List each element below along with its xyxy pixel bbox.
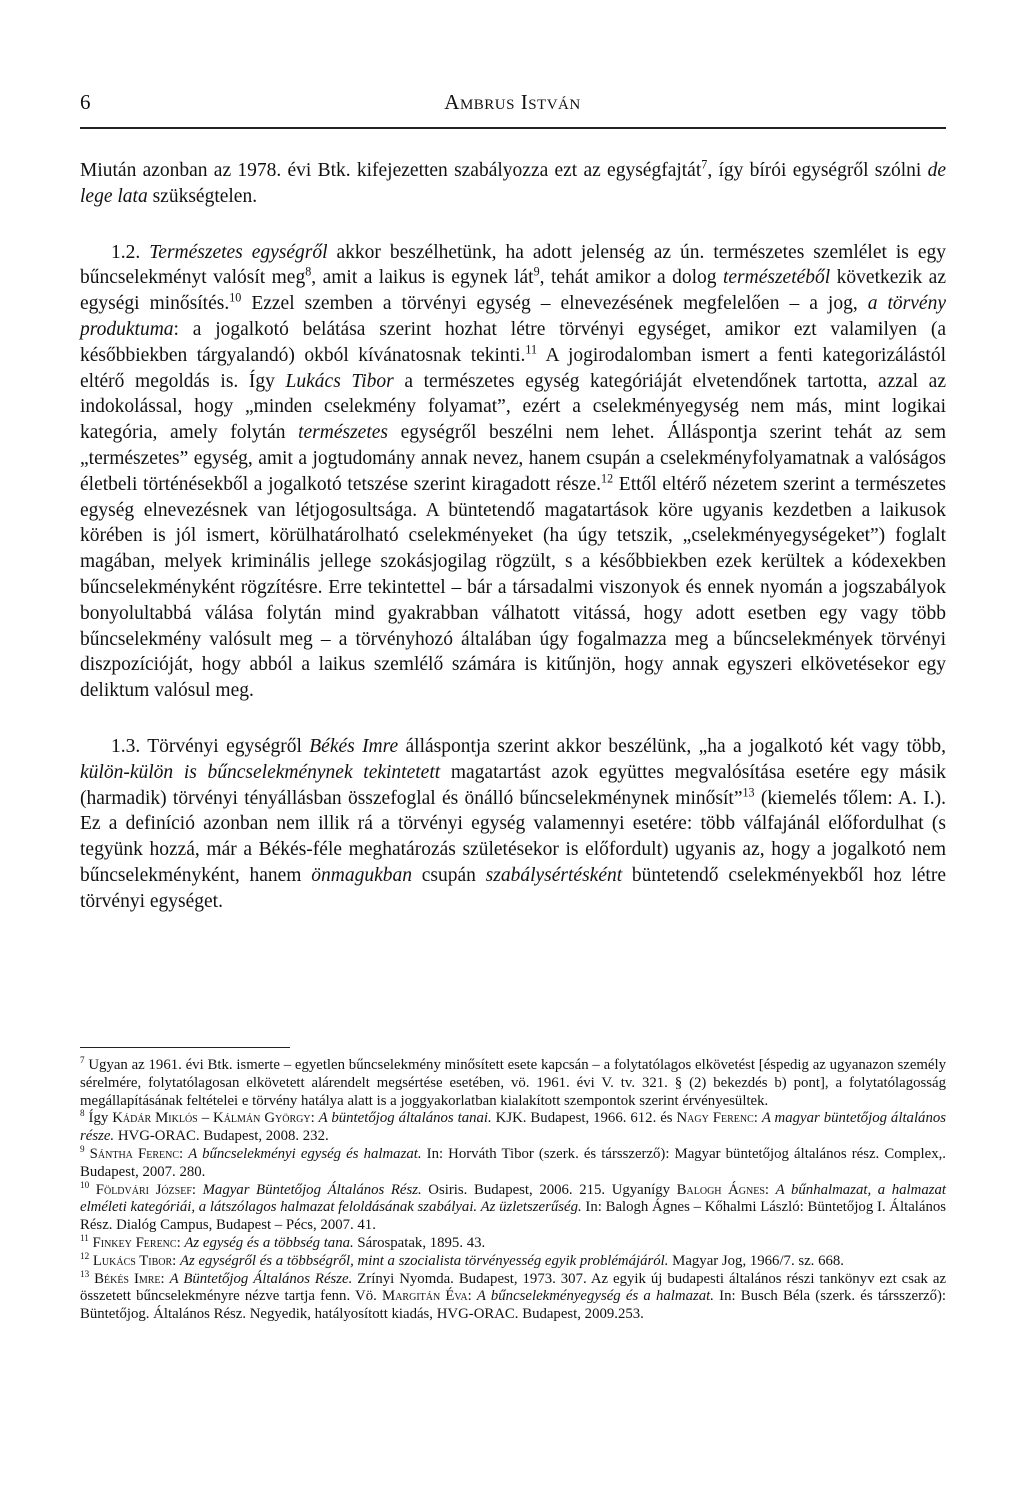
footnote-11 — [80, 1235, 946, 1253]
text-run: : — [179, 1145, 189, 1162]
text-run: In: Balogh Ágnes – Kőhalmi László: Büntetőjog I. Általános Rész. Dialóg Campus, Budapest – Pécs, 2007. 41. — [80, 1199, 946, 1234]
text-run: : — [160, 1270, 170, 1287]
footnote-13 — [80, 1268, 947, 1324]
book-title: A bűncselekményegység és a halmazat. — [476, 1288, 714, 1305]
text-run: Osiris. Budapest, 2006. 215. Ugyanígy — [421, 1181, 677, 1198]
text-run: magatartást azok együttes megvalósítása esetére egy másik (harmadik) törvényi tényállásban összefoglal és önálló bűncselekménynek minősít” — [80, 761, 946, 809]
section-number: 1.2. — [111, 241, 150, 263]
text-run: : — [310, 1110, 319, 1127]
text-run: KJK. Budapest, 1966. 612. és — [491, 1110, 677, 1127]
text-run: A jogirodalomban ismert a fenti kategorizálástól eltérő megoldás is. Így — [80, 344, 946, 392]
book-title: A bűncselekményi egység és halmazat. — [188, 1145, 422, 1162]
text-run: (kiemelés tőlem: A. I.). Ez a definíció azonban nem illik rá a törvényi egység valamennyi esetére: több válfajánál előfordulhat (s tegyünk hozzá, már a Békés-féle meghatározás születésekor is előfordult) ugyanis az, hogy a jogalkotó nem bűncselekményként, hanem — [80, 787, 946, 886]
footnote-number: 10 — [80, 1179, 90, 1190]
italic-run: de lege lata — [80, 160, 946, 207]
book-title: Az egység és a többség tana. — [184, 1234, 354, 1251]
italic-run: Békés Imre — [309, 735, 399, 757]
text-run: : — [191, 1181, 203, 1198]
body-text — [80, 158, 946, 915]
author-name: Nagy Ferenc — [676, 1110, 754, 1127]
book-title: A bűnhalmazat, a halmazat elméleti kategóriái, a látszólagos halmazat feloldásának szabályai. Az üzletszerűség. — [80, 1181, 947, 1216]
footnote-ref-12: 12 — [601, 471, 614, 486]
author-name: Sántha Ferenc — [89, 1145, 179, 1162]
text-run: 1.3. Törvényi egységről — [111, 735, 310, 757]
footnote-ref-10: 10 — [229, 290, 242, 305]
author-name: Finkey Ferenc — [92, 1234, 177, 1251]
text-run: Ettől eltérő nézetem szerint a természetes egység elnevezésnek van létjogosultsága. A büntetendő magatartások köre ugyanis kezdetben a laikusok körében is jól ismert, körülhatárolható cselekményeket (ha úgy tetszik, „cselekményegységeket”) foglalt magában, melyek kriminális jellege szokásjogilag rögzült, s a későbbiekben ezek kerültek a kódexekben bűncselekményként rögzítésre. Erre tekintettel – bár a társadalmi viszonyok és ennek nyomán a jogszabályok bonyolultabbá válása folytán mind gyakrabban válhatott vitássá, hogy adott esetben egy vagy több bűncselekmény valósult meg – a törvényhozó általában úgy fogalmazza meg a bűncselekmények törvényi diszpozícióját, hogy abból a laikus szemlélő számára is kitűnjön, hogy annak egyszeri elkövetésekor egy deliktum valósul meg. — [80, 473, 946, 702]
footnote-number: 7 — [80, 1055, 85, 1066]
italic-run: Lukács Tibor — [285, 370, 394, 392]
footnote-12 — [80, 1250, 946, 1271]
text-run: akkor beszélhetünk, ha adott jelenség az ún. természetes szemlélet is egy bűncselekményt valósít meg — [80, 241, 947, 289]
text-run: Magyar Jog, 1966/7. sz. 668. — [668, 1252, 844, 1269]
header-rule — [80, 127, 946, 129]
author-name: Békés Imre — [94, 1270, 161, 1287]
text-run: a természetes egység kategóriáját elvetendőnek tartotta, azzal az indokolással, hogy „minden cselekmény folyamat”, ezért a cselekményegység nem más, mint logikai kategória, amely folytán — [80, 370, 946, 444]
text-run: Ezzel szemben a törvényi egység – elnevezésének megfelelően – a jog, — [241, 293, 868, 315]
text-run: : — [764, 1181, 776, 1198]
footnote-10 — [80, 1179, 947, 1235]
author-name: Kádár Miklós – Kálmán György — [112, 1110, 311, 1127]
footnote-ref-9: 9 — [533, 264, 540, 279]
text-run: In: Horváth Tibor (szerk. és társszerző): Magyar büntetőjog általános rész. Complex,. Budapest, 2007. 280. — [80, 1145, 946, 1180]
paragraph-1-2 — [80, 240, 946, 704]
author-name: Földvári József — [95, 1181, 192, 1198]
author-name: Margitán Éva — [382, 1288, 468, 1305]
text-run: In: Busch Béla (szerk. és társszerző): Büntetőjog. Általános Rész. Negyedik, hatályosított kiadás, HVG-ORAC. Budapest, 2009.253. — [80, 1288, 947, 1323]
book-title: A magyar büntetőjog általános része. — [80, 1110, 947, 1145]
footnote-rule — [80, 1047, 290, 1048]
italic-run: külön-külön is bűncselekménynek tekintetett — [80, 761, 441, 783]
footnote-number: 9 — [80, 1144, 85, 1155]
text-run: következik az egységi minősítés. — [80, 267, 946, 315]
text-run: egységről beszélni nem lehet. Álláspontja szerint tehát az sem „természetes” egység, amit a jogtudomány annak nevez, hanem csupán a cselekményfolyamatnak a valóságos életbeli történésekből a jogalkotó tetszése szerint kiragadott része. — [80, 422, 946, 495]
page-number: 6 — [80, 90, 91, 114]
footnote-9 — [80, 1146, 946, 1182]
text-run: Így — [84, 1110, 113, 1127]
text-run: : — [467, 1288, 477, 1305]
footnote-ref-8: 8 — [305, 264, 312, 279]
text-run: : — [172, 1252, 180, 1269]
footnote-ref-13: 13 — [742, 785, 755, 800]
text-run — [89, 1182, 96, 1198]
book-title: Az egységről és a többségről, mint a szocialista törvényesség egyik problémájáról. — [179, 1252, 669, 1269]
italic-run: Természetes egységről — [149, 241, 328, 263]
paragraph-1-3 — [80, 734, 946, 915]
footnote-8 — [80, 1110, 946, 1146]
footnote-ref-11: 11 — [525, 342, 538, 357]
text-run: Miután azonban az 1978. évi Btk. kifejezetten szabályozza ezt az egységfajtát — [80, 160, 702, 181]
footnote-number: 13 — [80, 1268, 90, 1279]
book-title: A büntetőjog általános tanai. — [318, 1110, 492, 1127]
italic-run: önmagukban — [311, 864, 412, 886]
text-run: , tehát amikor a dolog — [539, 267, 723, 289]
footnote-number: 11 — [80, 1233, 89, 1244]
book-title: Magyar Büntetőjog Általános Rész. — [202, 1181, 422, 1198]
italic-run: a törvény produktuma — [80, 293, 946, 340]
text-run: büntetendő cselekményekből hoz létre törvényi egységet. — [80, 864, 946, 912]
footnote-number: 8 — [80, 1108, 85, 1119]
text-run: , így bírói egységről szólni — [707, 160, 928, 181]
text-run: : — [753, 1110, 762, 1127]
page-header — [80, 90, 945, 120]
author-name: Lukács Tibor — [92, 1252, 173, 1269]
italic-run: szabálysértésként — [485, 864, 623, 886]
italic-run: természetéből — [722, 267, 831, 289]
text-run: HVG-ORAC. Budapest, 2008. 232. — [114, 1128, 329, 1145]
author-name: Balogh Ágnes — [676, 1181, 765, 1198]
text-run: szükségtelen. — [147, 185, 258, 207]
italic-run: természetes — [298, 422, 389, 444]
book-title: A Büntetőjog Általános Része. — [169, 1270, 353, 1287]
text-run: : — [176, 1234, 185, 1251]
text-run: csupán — [412, 864, 486, 886]
footnote-text: Ugyan az 1961. évi Btk. ismerte – egyetlen bűncselekmény minősített esete kapcsán – a folytatólagos elkövetést [éspedig az ugyanazon személy sérelmére, folytatólagosan elkövetett alárendelt megsértése esetében, vö. 1961. évi V. tv. 321. § (2) bekezdés b) pont], a folytatólagosság megállapításának feltételei e törvény hatálya alatt is a joggyakorlatban kialakított szempontok szerint érvényesültek. — [80, 1057, 946, 1109]
footnote-ref-7: 7 — [701, 157, 708, 172]
footnote-number: 12 — [80, 1250, 90, 1261]
text-run: Sárospatak, 1895. 43. — [353, 1234, 486, 1251]
footnote-7 — [80, 1057, 946, 1110]
running-title: Ambrus István — [444, 90, 581, 114]
paragraph-1 — [80, 158, 946, 210]
footnotes — [80, 1057, 946, 1324]
text-run: , amit a laikus is egynek lát — [311, 267, 534, 289]
text-run: álláspontja szerint akkor beszélünk, „ha a jogalkotó két vagy több, — [398, 735, 947, 757]
text-run: Zrínyi Nyomda. Budapest, 1973. 307. Az egyik új budapesti általános részi tankönyv ezt csak az összetett bűncselekményre nézve tartja fenn. Vö. — [80, 1270, 947, 1305]
text-run: : a jogalkotó belátása szerint hozhat létre törvényi egységet, amikor ezt valamilyen (a későbbiekben tárgyalandó) okból kívánatosnak tekinti. — [80, 318, 946, 366]
